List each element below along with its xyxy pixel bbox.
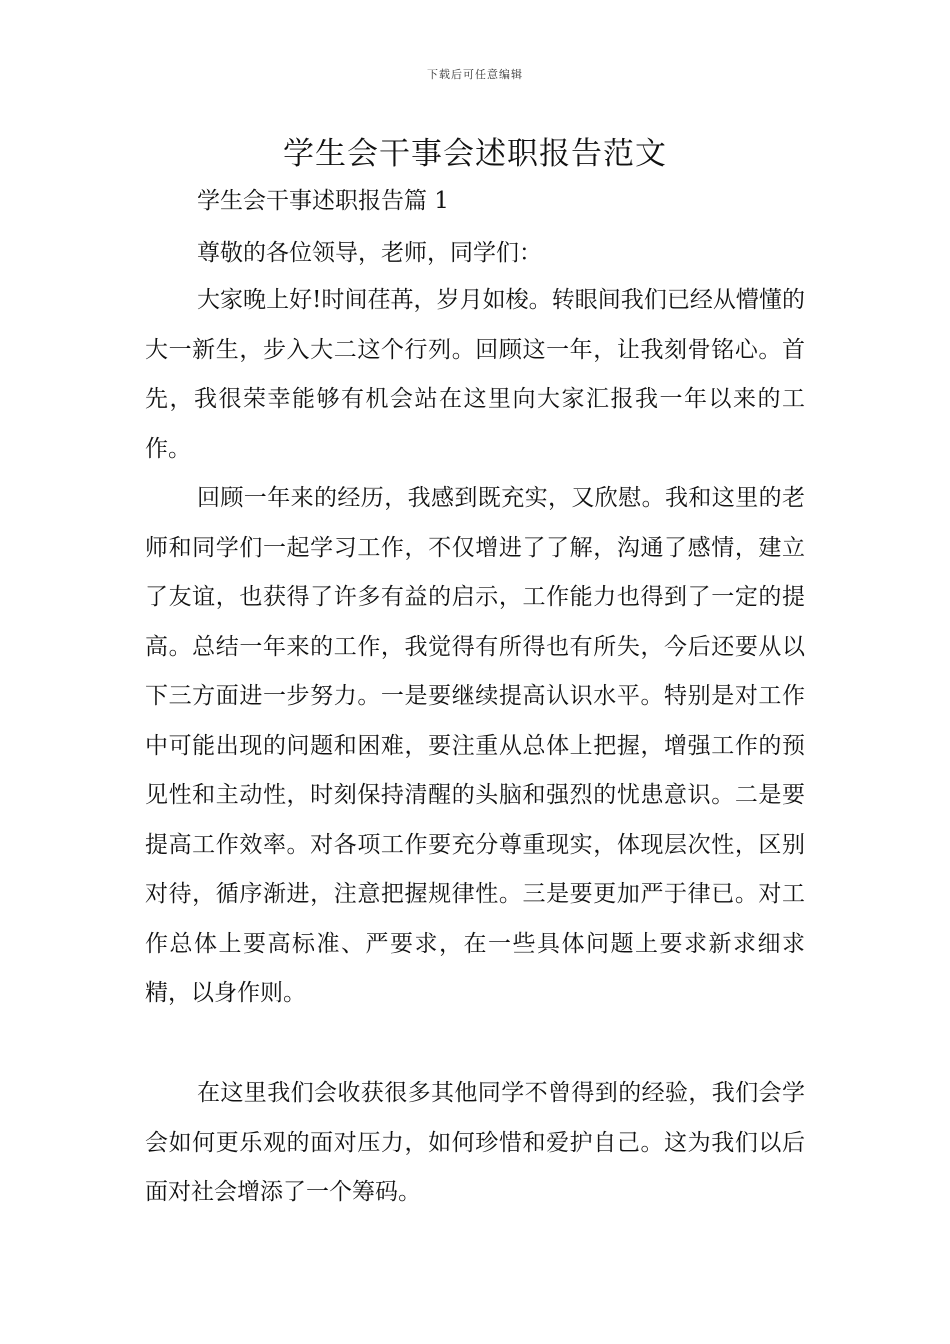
header-note: 下载后可任意编辑 — [427, 68, 523, 81]
paragraph-1: 大家晚上好!时间荏苒，岁月如梭。转眼间我们已经从懵懂的大一新生，步入大二这个行列。回顾这一年，让我刻骨铭心。首先，我很荣幸能够有机会站在这里向大家汇报我一年以来的工作。 — [145, 287, 805, 462]
paragraph-3: 在这里我们会收获很多其他同学不曾得到的经验，我们会学会如何更乐观的面对压力，如何珍惜和爱护自己。这为我们以后面对社会增添了一个筹码。 — [145, 1080, 805, 1205]
document-title: 学生会干事会述职报告范文 — [283, 136, 667, 172]
greeting-line: 尊敬的各位领导，老师，同学们： — [197, 240, 542, 266]
section-subtitle: 学生会干事述职报告篇 1 — [197, 188, 449, 214]
paragraph-2: 回顾一年来的经历，我感到既充实，又欣慰。我和这里的老师和同学们一起学习工作，不仅增进了了解，沟通了感情，建立了友谊，也获得了许多有益的启示，工作能力也得到了一定的提高。总结一年来的工作，我觉得有所得也有所失，今后还要从以下三方面进一步努力。一是要继续提高认识水平。特别是对工作中可能出现的问题和困难，要注重从总体上把握，增强工作的预见性和主动性，时刻保持清醒的头脑和强烈的忧患意识。二是要提高工作效率。对各项工作要充分尊重现实，体现层次性，区别对待，循序渐进，注意把握规律性。三是要更加严于律已。对工作总体上要高标准、严要求，在一些具体问题上要求新求细求精，以身作则。 — [145, 485, 805, 1006]
